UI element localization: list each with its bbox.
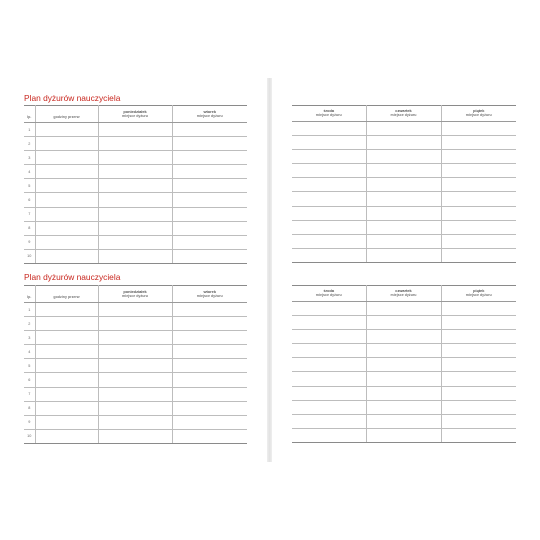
duty-cell[interactable] [172, 207, 247, 221]
table-row [292, 136, 516, 150]
duty-cell[interactable] [98, 179, 172, 193]
table-row [292, 122, 516, 136]
duty-cell[interactable] [366, 192, 441, 206]
duty-cell[interactable] [98, 331, 172, 345]
duty-cell[interactable] [441, 192, 516, 206]
duty-cell[interactable] [98, 317, 172, 331]
row-number: 3 [24, 331, 35, 345]
row-number: 3 [24, 151, 35, 165]
hours-cell[interactable] [35, 401, 98, 415]
duty-cell[interactable] [292, 344, 366, 358]
duty-cell[interactable] [292, 234, 366, 248]
duty-cell[interactable] [98, 303, 172, 317]
duty-cell[interactable] [441, 400, 516, 414]
section-title: Plan dyżurów nauczyciela [24, 272, 121, 282]
duty-cell[interactable] [172, 123, 247, 137]
duty-cell[interactable] [441, 234, 516, 248]
duty-cell[interactable] [292, 428, 366, 442]
duty-cell[interactable] [98, 401, 172, 415]
duty-cell[interactable] [292, 316, 366, 330]
table-row [292, 302, 516, 316]
duty-cell[interactable] [98, 429, 172, 443]
day-header-wednesday: środa miejsce dyżuru [292, 286, 366, 302]
table-row [24, 359, 247, 373]
row-number: 10 [24, 429, 35, 443]
table-row [24, 235, 247, 249]
duty-cell[interactable] [172, 221, 247, 235]
duty-cell[interactable] [172, 137, 247, 151]
duty-cell[interactable] [172, 387, 247, 401]
duty-cell[interactable] [441, 150, 516, 164]
duty-cell[interactable] [172, 151, 247, 165]
duty-table-left [24, 105, 247, 264]
duty-cell[interactable] [292, 414, 366, 428]
duty-cell[interactable] [98, 359, 172, 373]
duty-cell[interactable] [172, 429, 247, 443]
duty-cell[interactable] [292, 400, 366, 414]
day-header-wednesday: środa miejsce dyżuru [292, 106, 366, 122]
duty-cell[interactable] [366, 178, 441, 192]
duty-cell[interactable] [366, 220, 441, 234]
table-row [24, 373, 247, 387]
duty-cell[interactable] [366, 164, 441, 178]
duty-cell[interactable] [172, 249, 247, 263]
duty-cell[interactable] [98, 165, 172, 179]
table-row [24, 429, 247, 443]
duty-cell[interactable] [366, 150, 441, 164]
hours-header: godziny przerw [35, 106, 98, 123]
table-row [24, 387, 247, 401]
table-row [292, 164, 516, 178]
row-number: 1 [24, 123, 35, 137]
duty-cell[interactable] [441, 386, 516, 400]
day-header-friday: piątek miejsce dyżuru [441, 106, 516, 122]
hours-cell[interactable] [35, 123, 98, 137]
duty-cell[interactable] [98, 123, 172, 137]
row-number: 4 [24, 345, 35, 359]
duty-cell[interactable] [172, 317, 247, 331]
duty-cell[interactable] [172, 345, 247, 359]
hours-cell[interactable] [35, 137, 98, 151]
row-number: 7 [24, 387, 35, 401]
duty-cell[interactable] [292, 302, 366, 316]
day-header-tuesday: wtorek miejsce dyżuru [172, 286, 247, 303]
hours-cell[interactable] [35, 415, 98, 429]
table-row [292, 234, 516, 248]
table-row [292, 178, 516, 192]
table-row [24, 415, 247, 429]
table-row [24, 137, 247, 151]
hours-cell[interactable] [35, 429, 98, 443]
duty-cell[interactable] [98, 373, 172, 387]
row-number: 4 [24, 165, 35, 179]
table-row [24, 207, 247, 221]
duty-cell[interactable] [292, 136, 366, 150]
lp-header: lp. [24, 106, 35, 123]
day-header-thursday: czwartek miejsce dyżuru [366, 286, 441, 302]
table-row [24, 303, 247, 317]
table-row [24, 123, 247, 137]
duty-cell[interactable] [98, 221, 172, 235]
hours-cell[interactable] [35, 317, 98, 331]
table-row [292, 192, 516, 206]
day-header-monday: poniedziałek miejsce dyżuru [98, 286, 172, 303]
row-number: 7 [24, 207, 35, 221]
duty-cell[interactable] [366, 372, 441, 386]
duty-cell[interactable] [441, 372, 516, 386]
row-number: 1 [24, 303, 35, 317]
table-row [24, 179, 247, 193]
duty-cell[interactable] [292, 358, 366, 372]
duty-cell[interactable] [172, 303, 247, 317]
table-row [24, 221, 247, 235]
hours-cell[interactable] [35, 179, 98, 193]
table-row [292, 220, 516, 234]
hours-cell[interactable] [35, 207, 98, 221]
duty-cell[interactable] [292, 192, 366, 206]
table-row [292, 316, 516, 330]
row-number: 8 [24, 401, 35, 415]
hours-cell[interactable] [35, 387, 98, 401]
table-row [24, 345, 247, 359]
day-header-friday: piątek miejsce dyżuru [441, 286, 516, 302]
table-row [24, 193, 247, 207]
duty-cell[interactable] [292, 248, 366, 262]
table-row [292, 150, 516, 164]
duty-cell[interactable] [172, 179, 247, 193]
section-title: Plan dyżurów nauczyciela [24, 93, 121, 103]
duty-cell[interactable] [441, 136, 516, 150]
day-header-monday: poniedziałek miejsce dyżuru [98, 106, 172, 123]
duty-cell[interactable] [172, 193, 247, 207]
duty-cell[interactable] [366, 414, 441, 428]
day-header-thursday: czwartek miejsce dyżuru [366, 106, 441, 122]
duty-cell[interactable] [292, 206, 366, 220]
duty-cell[interactable] [441, 414, 516, 428]
row-number: 9 [24, 415, 35, 429]
duty-cell[interactable] [441, 358, 516, 372]
duty-cell[interactable] [441, 122, 516, 136]
duty-cell[interactable] [441, 428, 516, 442]
hours-cell[interactable] [35, 331, 98, 345]
duty-cell[interactable] [366, 234, 441, 248]
table-row [24, 165, 247, 179]
lp-header: lp. [24, 286, 35, 303]
duty-table-left [24, 285, 247, 444]
duty-cell[interactable] [366, 428, 441, 442]
hours-header: godziny przerw [35, 286, 98, 303]
table-row [292, 358, 516, 372]
table-row [292, 344, 516, 358]
duty-cell[interactable] [292, 372, 366, 386]
duty-cell[interactable] [292, 122, 366, 136]
hours-cell[interactable] [35, 249, 98, 263]
day-header-tuesday: wtorek miejsce dyżuru [172, 106, 247, 123]
duty-cell[interactable] [366, 248, 441, 262]
duty-cell[interactable] [98, 207, 172, 221]
duty-cell[interactable] [441, 302, 516, 316]
row-number: 2 [24, 137, 35, 151]
duty-cell[interactable] [366, 344, 441, 358]
duty-cell[interactable] [98, 415, 172, 429]
duty-cell[interactable] [441, 164, 516, 178]
table-row [24, 151, 247, 165]
duty-cell[interactable] [292, 164, 366, 178]
duty-cell[interactable] [98, 151, 172, 165]
duty-cell[interactable] [172, 165, 247, 179]
duty-cell[interactable] [292, 150, 366, 164]
page-gutter [267, 78, 272, 462]
duty-cell[interactable] [292, 220, 366, 234]
duty-cell[interactable] [366, 136, 441, 150]
duty-cell[interactable] [172, 373, 247, 387]
duty-cell[interactable] [366, 400, 441, 414]
duty-cell[interactable] [172, 235, 247, 249]
row-number: 10 [24, 249, 35, 263]
duty-cell[interactable] [366, 206, 441, 220]
duty-cell[interactable] [172, 415, 247, 429]
duty-cell[interactable] [172, 331, 247, 345]
duty-cell[interactable] [441, 248, 516, 262]
hours-cell[interactable] [35, 345, 98, 359]
duty-cell[interactable] [366, 386, 441, 400]
duty-cell[interactable] [366, 122, 441, 136]
table-row [292, 330, 516, 344]
table-row [292, 372, 516, 386]
table-row [292, 206, 516, 220]
table-row [292, 386, 516, 400]
hours-cell[interactable] [35, 193, 98, 207]
hours-cell[interactable] [35, 359, 98, 373]
duty-cell[interactable] [98, 137, 172, 151]
hours-cell[interactable] [35, 165, 98, 179]
table-row [24, 317, 247, 331]
row-number: 5 [24, 359, 35, 373]
table-row [292, 414, 516, 428]
duty-table-right [292, 105, 516, 263]
duty-cell[interactable] [366, 330, 441, 344]
table-row [24, 331, 247, 345]
duty-cell[interactable] [441, 330, 516, 344]
duty-cell[interactable] [441, 344, 516, 358]
duty-table-right [292, 285, 516, 443]
row-number: 6 [24, 193, 35, 207]
duty-cell[interactable] [366, 316, 441, 330]
hours-cell[interactable] [35, 373, 98, 387]
duty-cell[interactable] [441, 220, 516, 234]
duty-cell[interactable] [292, 386, 366, 400]
table-row [292, 428, 516, 442]
row-number: 8 [24, 221, 35, 235]
table-row [24, 249, 247, 263]
hours-cell[interactable] [35, 221, 98, 235]
duty-cell[interactable] [172, 401, 247, 415]
row-number: 2 [24, 317, 35, 331]
hours-cell[interactable] [35, 151, 98, 165]
row-number: 9 [24, 235, 35, 249]
duty-cell[interactable] [98, 193, 172, 207]
duty-cell[interactable] [441, 178, 516, 192]
table-row [292, 400, 516, 414]
duty-cell[interactable] [172, 359, 247, 373]
table-row [292, 248, 516, 262]
duty-cell[interactable] [98, 235, 172, 249]
duty-cell[interactable] [366, 302, 441, 316]
duty-cell[interactable] [98, 387, 172, 401]
duty-cell[interactable] [98, 249, 172, 263]
hours-cell[interactable] [35, 235, 98, 249]
hours-cell[interactable] [35, 303, 98, 317]
row-number: 6 [24, 373, 35, 387]
duty-cell[interactable] [292, 178, 366, 192]
duty-cell[interactable] [98, 345, 172, 359]
row-number: 5 [24, 179, 35, 193]
duty-cell[interactable] [292, 330, 366, 344]
duty-cell[interactable] [366, 358, 441, 372]
table-row [24, 401, 247, 415]
duty-cell[interactable] [441, 206, 516, 220]
duty-cell[interactable] [441, 316, 516, 330]
